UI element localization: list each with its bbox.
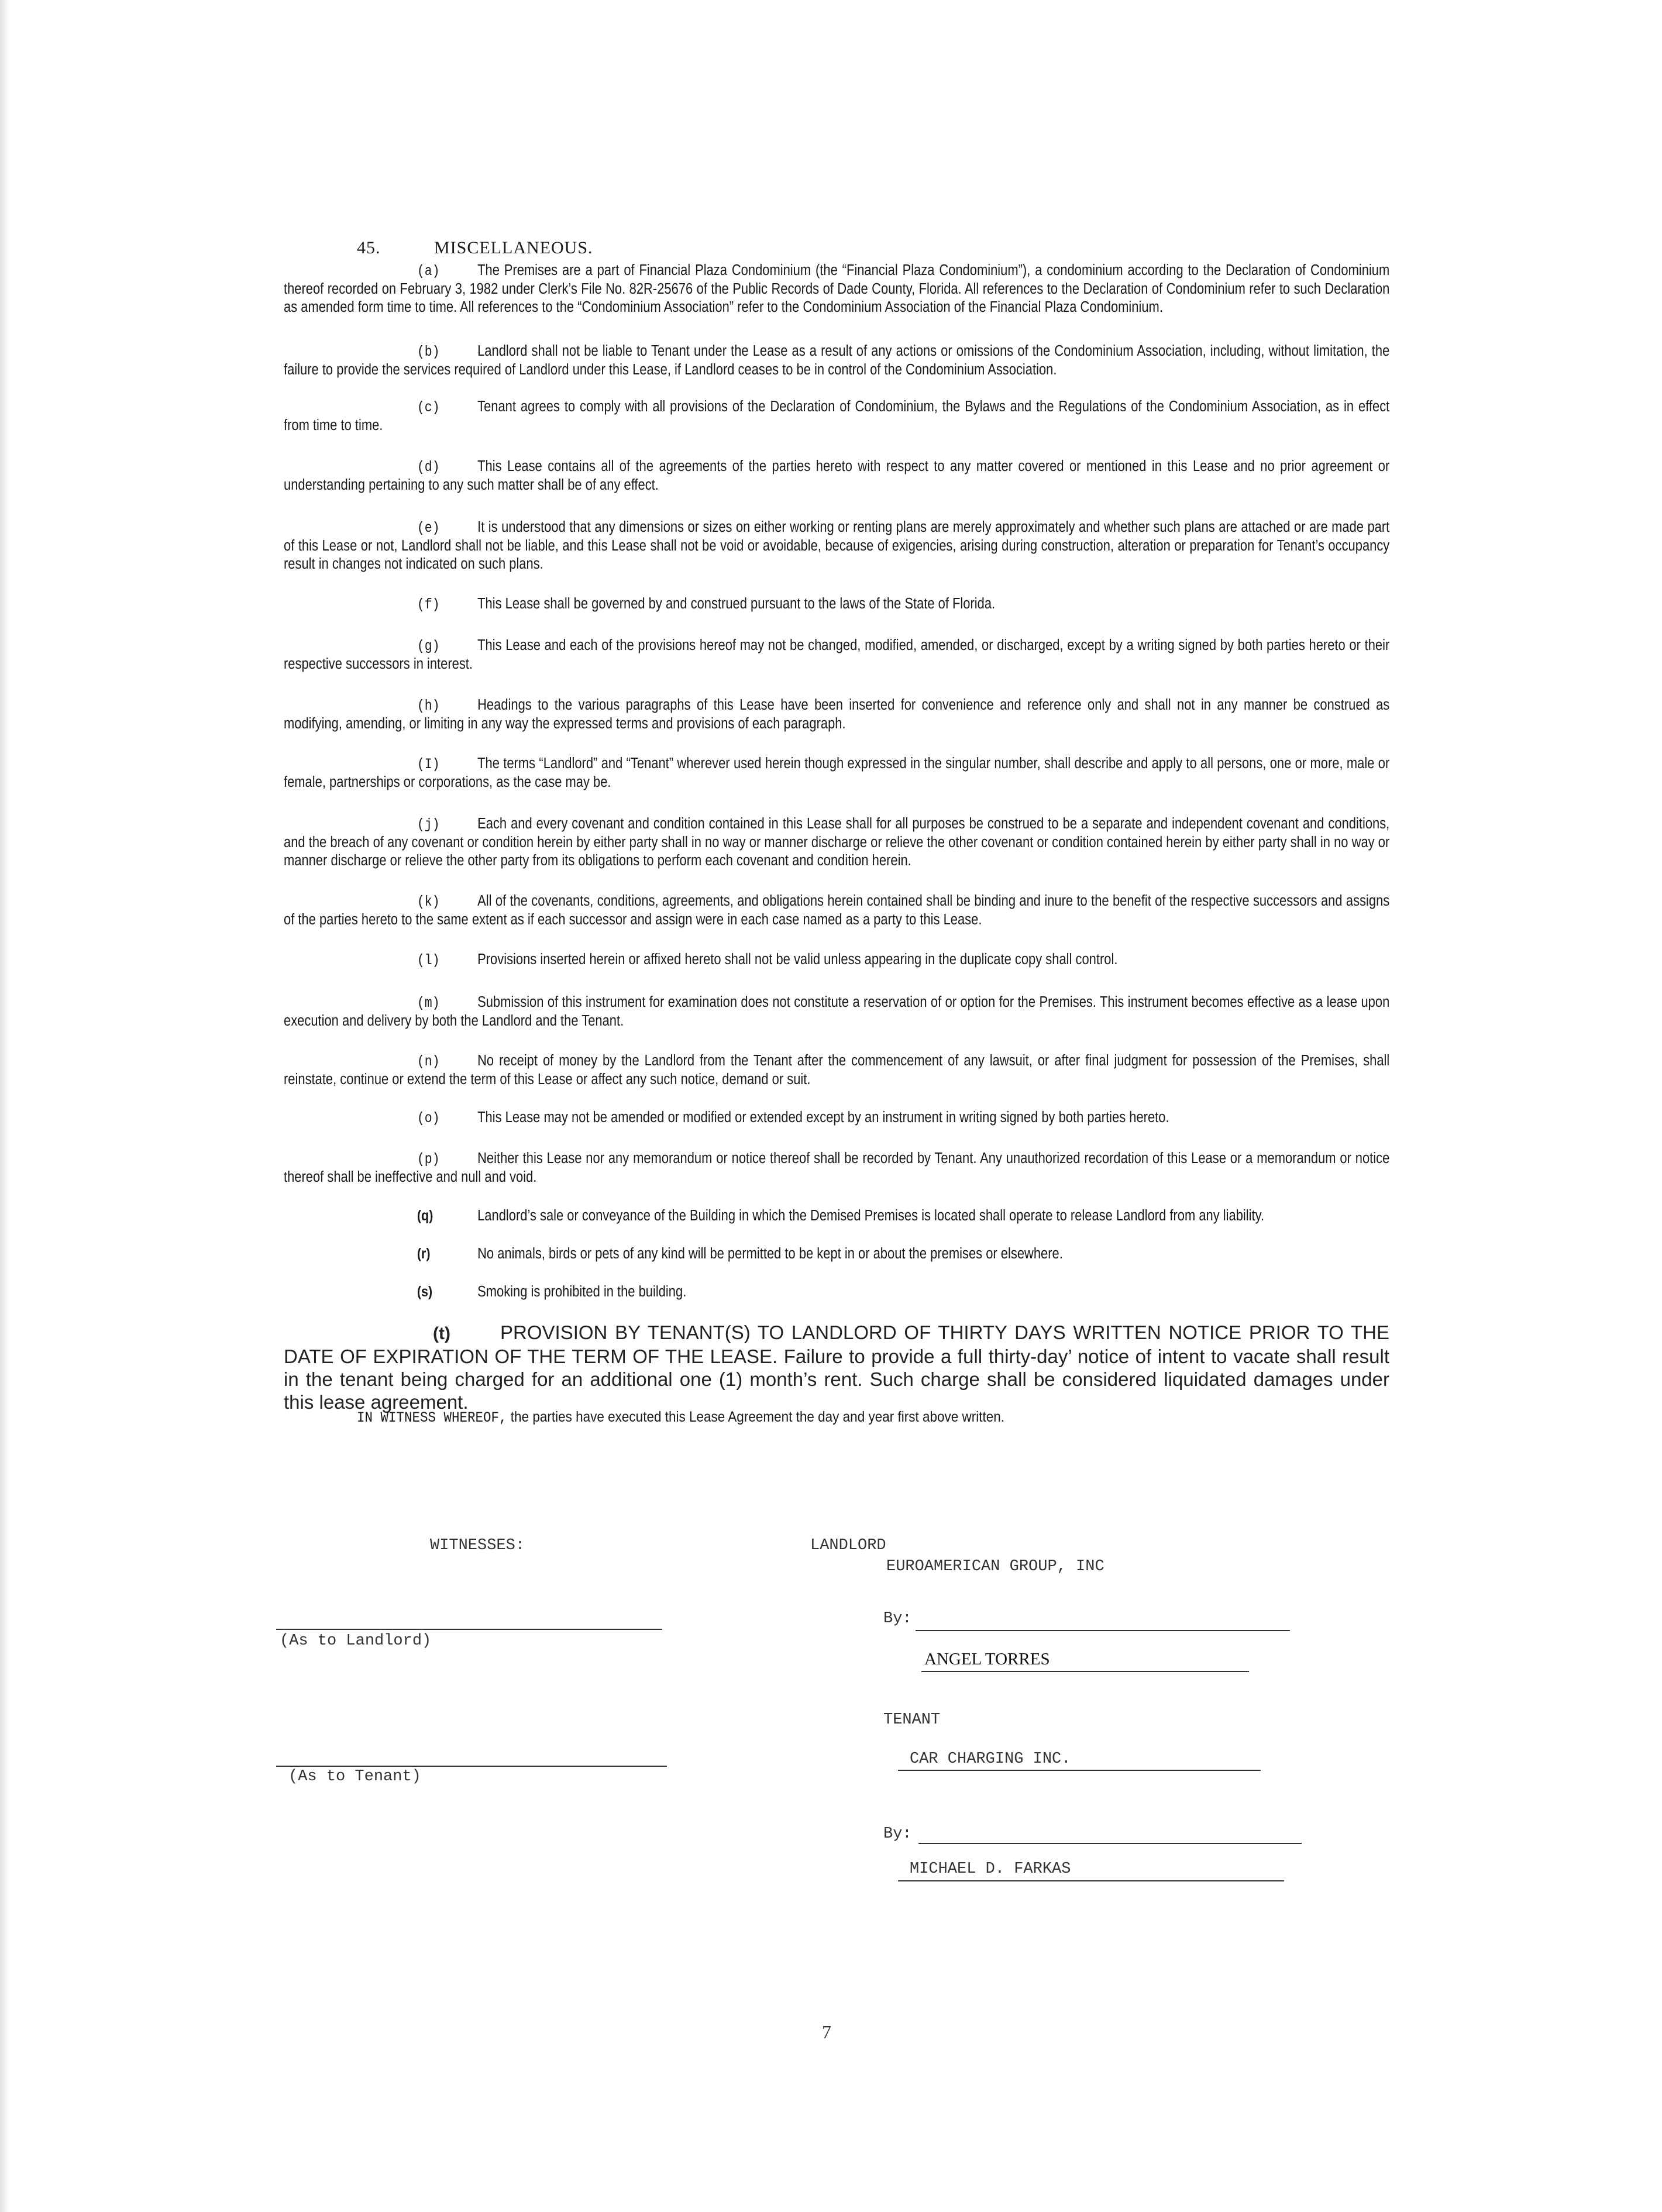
clause-label: (s) <box>417 1284 433 1300</box>
landlord-signer-line <box>921 1671 1249 1672</box>
clause-14 <box>284 1052 1389 1089</box>
clause-6 <box>284 595 1389 614</box>
clause-text: Each and every covenant and condition contained in this Lease shall for all purposes be construed to be a separate and independent covenant and conditions, and the breach of any covenant or condition herein by either party shall in no way or manner discharge or relieve the other covenant or condition contained herein by either party shall in no way or manner discharge or relieve the other party from its obligations to perform each covenant and condition herein. <box>284 816 1390 869</box>
landlord-by-label: By: <box>883 1610 912 1628</box>
clause-19 <box>284 1283 1389 1301</box>
witness-text: the parties have executed this Lease Agreement the day and year first above written. <box>510 1409 1005 1425</box>
clause-12 <box>284 951 1389 969</box>
landlord-witness-signature-line <box>276 1629 662 1630</box>
clause-text: Smoking is prohibited in the building. <box>477 1284 687 1300</box>
section-title: MISCELLANEOUS. <box>434 238 593 257</box>
clause-text: No animals, birds or pets of any kind will be permitted to be kept in or about the premises or elsewhere. <box>477 1246 1063 1262</box>
clause-15 <box>284 1109 1389 1127</box>
tenant-company: CAR CHARGING INC. <box>910 1750 1071 1768</box>
witness-clause <box>357 1409 1004 1426</box>
clause-text: This Lease may not be amended or modified or extended except by an instrument in writing signed by both parties hereto. <box>477 1109 1169 1126</box>
tenant-signer-line <box>898 1880 1284 1881</box>
clause-text: This Lease and each of the provisions hereof may not be changed, modified, amended, or discharged, except by a writing signed by both parties hereto or their respective successors in interest. <box>284 637 1390 672</box>
clause-5 <box>284 518 1389 573</box>
as-to-landlord-label: (As to Landlord) <box>280 1632 432 1650</box>
clause-8 <box>284 696 1389 733</box>
clause-label: (b) <box>417 343 440 360</box>
clause-label: (q) <box>417 1208 433 1224</box>
clause-label: (t) <box>433 1324 450 1343</box>
clause-label: (I) <box>417 756 440 773</box>
clause-label: (f) <box>417 596 440 613</box>
landlord-company: EUROAMERICAN GROUP, INC <box>886 1558 1104 1575</box>
page-number: 7 <box>822 2021 831 2042</box>
clause-text: Provisions inserted herein or affixed hereto shall not be valid unless appearing in the duplicate copy shall control. <box>477 951 1118 968</box>
tenant-by-label: By: <box>883 1825 912 1843</box>
clause-17 <box>284 1207 1389 1225</box>
clause-18 <box>284 1245 1389 1263</box>
tenant-label: TENANT <box>883 1711 941 1729</box>
tenant-signature-line <box>918 1843 1302 1844</box>
clause-text: PROVISION BY TENANT(S) TO LANDLORD OF THIRTY DAYS WRITTEN NOTICE PRIOR TO THE DATE OF EXPIRATION OF THE TERM OF THE LEASE. Failure to provide a full thirty-day’ notice of intent to vacate shall result in the tenant being charged for an additional one (1) month’s rent. Such charge shall be considered liquidated damages under this lease agreement. <box>284 1322 1389 1413</box>
clause-t <box>284 1321 1389 1413</box>
scan-edge-shadow <box>0 0 9 2212</box>
clause-label: (h) <box>417 697 440 714</box>
clause-11 <box>284 892 1389 929</box>
clause-13 <box>284 993 1389 1030</box>
witness-lead: IN WITNESS WHEREOF, <box>357 1409 507 1426</box>
clause-text: All of the covenants, conditions, agreements, and obligations herein contained shall be binding and inure to the benefit of the respective successors and assigns of the parties hereto to the same extent as if each successor and assign were in each case named as a party to this Lease. <box>284 893 1390 928</box>
clause-label: (j) <box>417 816 440 833</box>
clause-label: (e) <box>417 520 440 536</box>
clause-label: (l) <box>417 952 440 969</box>
clause-text: Landlord’s sale or conveyance of the Building in which the Demised Premises is located shall operate to release Landlord from any liability. <box>477 1208 1265 1224</box>
landlord-signer-name: ANGEL TORRES <box>924 1650 1050 1669</box>
clause-label: (k) <box>417 893 440 910</box>
witnesses-label: WITNESSES: <box>430 1537 525 1554</box>
clause-text: Landlord shall not be liable to Tenant under the Lease as a result of any actions or omissions of the Condominium Association, including, without limitation, the failure to provide the services required of Landlord under this Lease, if Landlord ceases to be in control of the Condominium Association. <box>284 343 1390 378</box>
clause-label: (p) <box>417 1151 440 1168</box>
clause-text: The terms “Landlord” and “Tenant” wherever used herein though expressed in the singular number, shall describe and apply to all persons, one or more, male or female, partnerships or corporations, as the case may be. <box>284 755 1390 790</box>
clause-label: (o) <box>417 1110 440 1127</box>
section-number: 45. <box>357 238 381 257</box>
clause-10 <box>284 815 1389 870</box>
clause-text: This Lease contains all of the agreements of the parties hereto with respect to any matter covered or mentioned in this Lease and no prior agreement or understanding pertaining to any such matter shall be of any effect. <box>284 458 1390 493</box>
clause-label: (c) <box>417 399 440 416</box>
clause-text: Tenant agrees to comply with all provisions of the Declaration of Condominium, the Bylaws and the Regulations of the Condominium Association, as in effect from time to time. <box>284 398 1390 434</box>
clause-3 <box>284 398 1389 435</box>
clause-label: (n) <box>417 1053 440 1070</box>
tenant-witness-signature-line <box>276 1766 667 1767</box>
clause-9 <box>284 755 1389 792</box>
tenant-signer-name: MICHAEL D. FARKAS <box>910 1860 1071 1878</box>
clause-text: Submission of this instrument for examination does not constitute a reservation of or option for the Premises. This instrument becomes effective as a lease upon execution and delivery by both the Landlord and the Tenant. <box>284 994 1390 1029</box>
clause-text: Headings to the various paragraphs of this Lease have been inserted for convenience and reference only and shall not in any manner be construed as modifying, amending, or limiting in any way the expressed terms and provisions of each paragraph. <box>284 697 1390 732</box>
tenant-company-line <box>898 1770 1261 1771</box>
clause-label: (m) <box>417 995 440 1012</box>
clause-1 <box>284 262 1389 317</box>
clause-label: (g) <box>417 638 440 655</box>
clause-text: No receipt of money by the Landlord from the Tenant after the commencement of any lawsuit, or after final judgment for possession of the Premises, shall reinstate, continue or extend the term of this Lease or affect any such notice, demand or suit. <box>284 1052 1390 1088</box>
clause-16 <box>284 1150 1389 1186</box>
section-heading <box>357 238 593 258</box>
as-to-tenant-label: (As to Tenant) <box>288 1768 421 1786</box>
landlord-label: LANDLORD <box>810 1537 886 1554</box>
clause-text: It is understood that any dimensions or sizes on either working or renting plans are merely approximately and whether such plans are attached or are made part of this Lease or not, Landlord shall not be liable, and this Lease shall not be void or avoidable, because of exigencies, arising during construction, alteration or preparation for Tenant’s occupancy result in changes not indicated on such plans. <box>284 519 1390 572</box>
clause-text: Neither this Lease nor any memorandum or notice thereof shall be recorded by Tenant. Any unauthorized recordation of this Lease or a memorandum or notice thereof shall be ineffective and null and void. <box>284 1150 1390 1185</box>
landlord-signature-line <box>916 1630 1290 1631</box>
clause-7 <box>284 637 1389 673</box>
clause-label: (d) <box>417 459 440 476</box>
clause-2 <box>284 342 1389 379</box>
clause-label: (r) <box>417 1246 431 1262</box>
clause-4 <box>284 457 1389 494</box>
clause-text: This Lease shall be governed by and construed pursuant to the laws of the State of Florida. <box>477 596 996 612</box>
clause-text: The Premises are a part of Financial Plaza Condominium (the “Financial Plaza Condominium”), a condominium according to the Declaration of Condominium thereof recorded on February 3, 1982 under Clerk’s File No. 82R-25676 of the Public Records of Dade County, Florida. All references to the Declaration of Condominium refer to such Declaration as amended form time to time. All references to the “Condominium Association” refer to the Condominium Association of the Financial Plaza Condominium. <box>284 262 1390 315</box>
clause-label: (a) <box>417 263 440 280</box>
